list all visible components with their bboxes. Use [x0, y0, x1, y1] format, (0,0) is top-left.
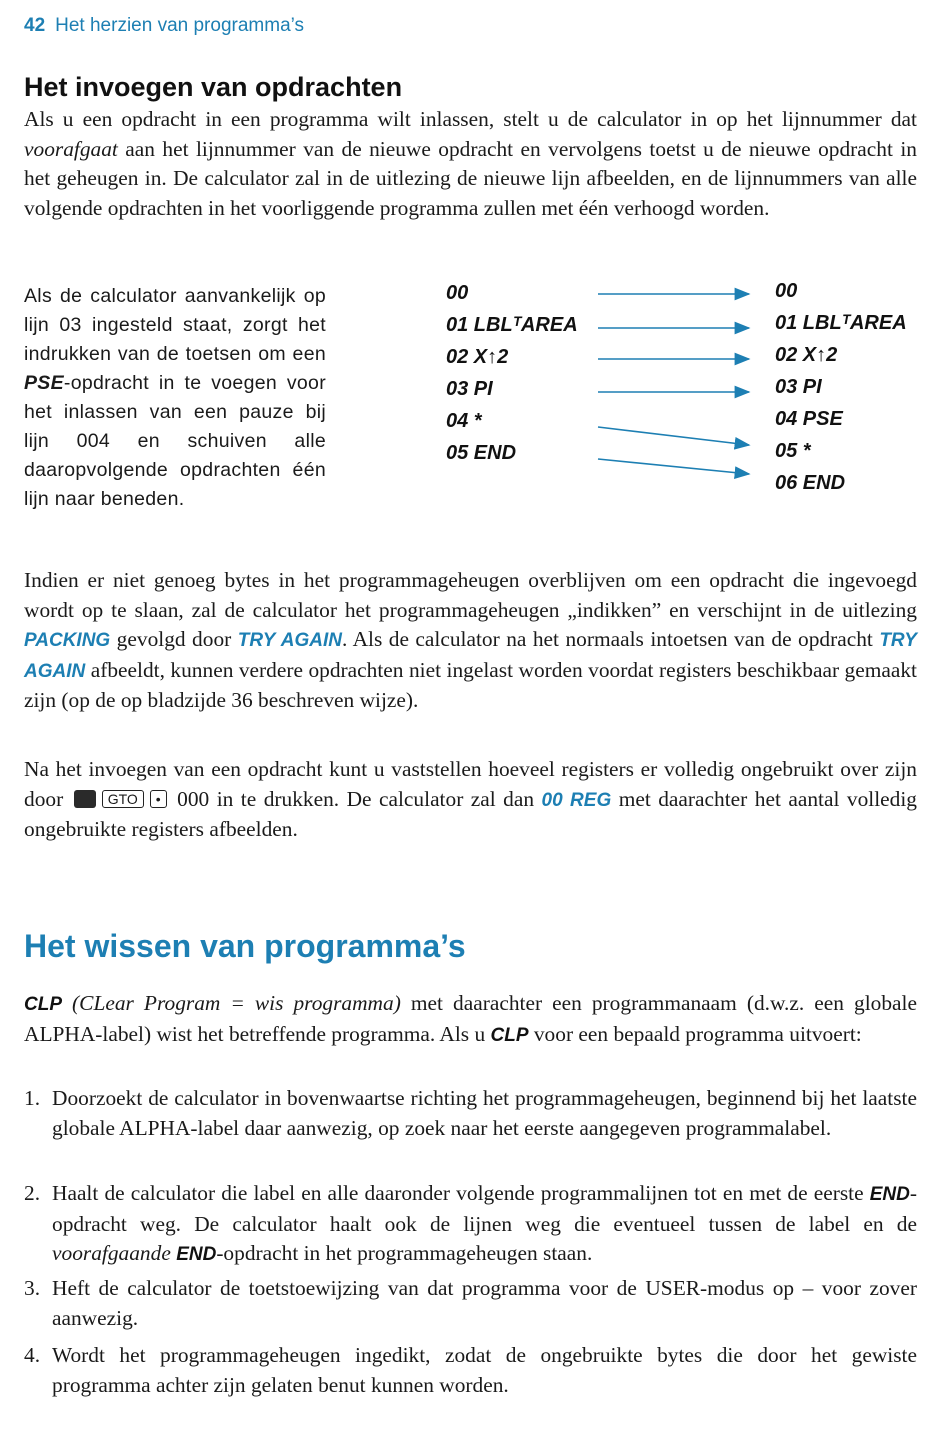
listing-line: 00 [775, 280, 798, 302]
command-name: CLP [490, 1024, 529, 1046]
display-text: 00 REG [541, 789, 612, 811]
listing-after [775, 280, 917, 500]
text-run: 000 in te drukken. De calculator zal dan [177, 786, 542, 811]
text-run: aan het lijnnummer van de nieuwe opdracht en vervolgens toetst u de nieuwe opdracht in het geheugen in. De calculator zal in de uitlezing de nieuwe lijn afbeelden, en de lijnnummers van alle volgende opdrachten in het voorliggende programma zullen met één verhoogd worden. [24, 136, 917, 220]
command-name: END [869, 1184, 910, 1205]
list-number: 1. [24, 1086, 41, 1110]
running-header [24, 15, 304, 37]
text-run: met daarachter het aantal volledig ongebruikte registers afbeelden. [24, 786, 917, 841]
listing-line: 06 END [775, 472, 846, 494]
emphasis: voorafgaande [52, 1241, 171, 1265]
example-explanation [24, 282, 326, 514]
arrow-line [598, 459, 749, 474]
text-run: Als de calculator aanvankelijk op lijn 03 ingesteld staat, zorgt het indrukken van de toetsen om een [24, 285, 326, 365]
listing-line: 04 PSE [775, 408, 843, 430]
packing-paragraph [24, 566, 917, 716]
listing-line: 01 LBLᵀAREA [775, 312, 907, 334]
listing-line: 05 END [446, 442, 517, 464]
page-number: 42 [24, 15, 46, 36]
listing-line: 03 PI [775, 376, 822, 398]
list-text: Doorzoekt de calculator in bovenwaartse richting het programmageheugen, beginnend bij het laatste globale ALPHA-label daar aanwezig, op zoek naar het eerste aangegeven programmalabel. [52, 1086, 917, 1140]
listing-line: 02 X↑2 [446, 346, 509, 368]
list-number: 3. [24, 1276, 41, 1300]
display-text: PACKING [24, 630, 111, 651]
listing-line: 01 LBLᵀAREA [446, 314, 578, 336]
list-item [24, 1084, 917, 1143]
registers-paragraph [24, 755, 917, 845]
decimal-point-key: • [150, 790, 167, 808]
insert-intro-paragraph [24, 105, 917, 223]
listing-before [446, 282, 606, 482]
arrow-line [598, 427, 749, 445]
list-text: Wordt het programmageheugen ingedikt, zodat de ongebruikte bytes die door het gewiste programma achter zijn gelaten benut kunnen worden. [52, 1343, 917, 1397]
display-text: TRY AGAIN [24, 630, 917, 682]
shift-key-icon [74, 790, 96, 808]
command-name: END [176, 1244, 217, 1265]
display-text: TRY AGAIN [237, 630, 342, 651]
listing-line: 04 * [446, 410, 482, 432]
text-run: Haalt de calculator die label en alle daaronder volgende programmalijnen tot en met de eerste [52, 1181, 870, 1205]
clear-intro-paragraph [24, 989, 917, 1050]
gto-key: GTO [102, 790, 144, 808]
list-number: 4. [24, 1343, 41, 1367]
list-item [24, 1274, 917, 1333]
list-text: Heft de calculator de toetstoewijzing van dat programma voor de USER-modus op – voor zover aanwezig. [52, 1276, 917, 1330]
command-name: PSE [24, 372, 64, 394]
list-item [24, 1179, 917, 1270]
list-text [52, 1179, 917, 1270]
section-heading-clear: Het wissen van programma’s [24, 928, 466, 964]
text-run: -opdracht in het programmageheugen staan. [216, 1241, 593, 1265]
text-run: Na het invoegen van een opdracht kunt u vaststellen hoeveel registers er volledig ongebruikt over zijn door [24, 757, 917, 811]
text-run: -opdracht in te voegen voor het inlassen van een pauze bij lijn 004 en schuiven alle daaropvolgende opdrachten één lijn naar beneden. [24, 372, 326, 510]
text-run: . Als de calculator na het normaals intoetsen van de opdracht [341, 627, 880, 651]
text-run: -opdracht weg. De calculator haalt ook de lijnen weg die eventueel tussen de label en de [52, 1181, 917, 1236]
chapter-title: Het herzien van programma’s [55, 15, 305, 36]
listing-line: 03 PI [446, 378, 493, 400]
section-heading-insert: Het invoegen van opdrachten [24, 72, 403, 102]
text-run: voor een bepaald programma uitvoert: [528, 1021, 862, 1046]
list-number: 2. [24, 1181, 41, 1205]
emphasis: (CLear Program = wis programma) [62, 991, 401, 1015]
listing-line: 05 * [775, 440, 811, 462]
text-run: gevolgd door [110, 627, 238, 651]
listing-line: 02 X↑2 [775, 344, 838, 366]
emphasis: voorafgaat [24, 136, 118, 161]
text-run: Als u een opdracht in een programma wilt inlassen, stelt u de calculator in op het lijnnummer dat [24, 107, 917, 131]
listing-line: 00 [446, 282, 469, 304]
text-run: afbeeldt, kunnen verdere opdrachten niet ingelast worden voordat registers beschikbaar gemaakt zijn (op de op bladzijde 36 beschreven wijze). [24, 657, 917, 712]
text-run: Indien er niet genoeg bytes in het programmageheugen overblijven om een opdracht die ingevoegd wordt op te slaan, zal de calculator het programmageheugen „indikken” en verschijnt in de uitlezing [24, 568, 917, 622]
list-item [24, 1341, 917, 1400]
text-run: met daarachter een programmanaam (d.w.z. een globale ALPHA-label) wist het betreffende programma. Als u [24, 991, 917, 1046]
shift-arrows-diagram [584, 282, 764, 492]
command-name: CLP [24, 994, 62, 1015]
